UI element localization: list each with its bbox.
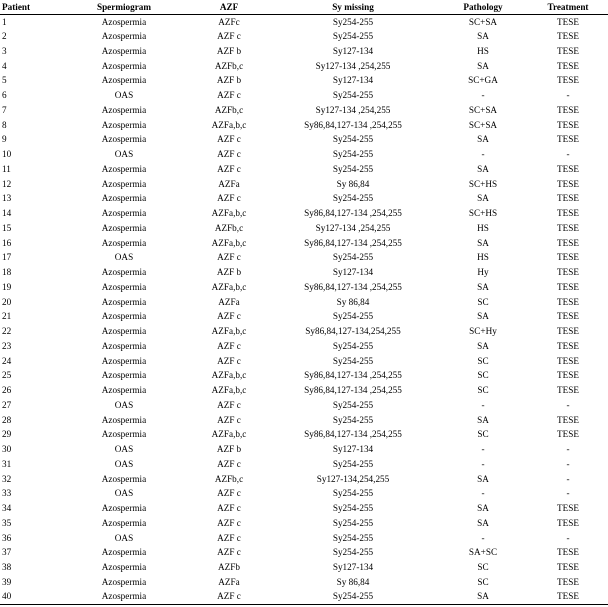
table-row [0,530,608,545]
sy-missing-cell: Sy86,84,127-134,254,255 [305,326,401,337]
patient-cell: 17 [2,252,12,263]
azf-cell: AZFc [218,16,240,27]
spermiogram-cell: Azospermia [101,16,147,27]
sy-missing-cell: Sy254-255 [332,163,374,174]
patient-cell: 24 [2,355,12,366]
pathology-cell: SC [477,576,489,587]
patient-cell: 25 [2,370,12,381]
treatment-cell: TESE [557,547,579,558]
spermiogram-cell: Azospermia [101,163,147,174]
patient-cell: 22 [2,326,12,337]
table-row [0,44,608,59]
pathology-cell: - [481,444,485,455]
header-sy-missing: Sy missing [268,0,438,14]
pathology-cell: SA [477,60,489,71]
sy-missing-cell: Sy254-255 [332,16,374,27]
treatment-cell: - [566,488,570,499]
treatment-cell: TESE [557,252,579,263]
sy-missing-cell: Sy 86,84 [336,576,370,587]
sy-missing-cell: Sy254-255 [332,149,374,160]
azf-cell: AZF b [216,444,242,455]
table-row [0,589,608,604]
header-azf: AZF [190,0,268,14]
patient-cell: 1 [2,16,7,27]
sy-missing-cell: Sy254-255 [332,252,374,263]
table-row [0,575,608,590]
treatment-cell: TESE [557,193,579,204]
treatment-cell: TESE [557,576,579,587]
pathology-cell: SA [477,163,489,174]
azf-cell: AZF c [217,193,241,204]
pathology-cell: - [481,532,485,543]
pathology-cell: SA [477,311,489,322]
sy-missing-cell: Sy86,84,127-134 ,254,255 [304,429,402,440]
treatment-cell: TESE [528,589,608,604]
pathology-cell: SC [477,562,489,573]
patient-cell: 40 [0,589,58,604]
pathology-cell: SA [438,589,528,604]
azf-cell: AZFb,c [214,222,244,233]
pathology-cell: - [481,488,485,499]
patient-cell: 14 [2,208,12,219]
table-row [0,162,608,177]
sy-missing-cell: Sy127-134 [332,444,374,455]
pathology-cell: - [481,458,485,469]
patient-cell: 15 [2,222,12,233]
treatment-cell: TESE [557,119,579,130]
treatment-cell: TESE [557,267,579,278]
patient-cell: 11 [2,163,11,174]
azf-cell: AZF b [216,267,242,278]
spermiogram-cell: Azospermia [101,222,147,233]
patient-cell: 39 [2,576,12,587]
patient-cell: 32 [2,473,12,484]
sy-missing-cell: Sy 86,84 [336,296,370,307]
pathology-cell: SA [477,340,489,351]
sy-missing-cell: Sy86,84,127-134 ,254,255 [304,237,402,248]
table-row [0,560,608,575]
patient-cell: 34 [2,503,12,514]
spermiogram-cell: Azospermia [101,134,147,145]
table-row [0,545,608,560]
sy-missing-cell: Sy254-255 [332,134,374,145]
spermiogram-cell: Azospermia [101,370,147,381]
treatment-cell: TESE [557,562,579,573]
patient-cell: 19 [2,281,12,292]
patient-cell: 27 [2,399,12,410]
pathology-cell: SC+SA [468,16,498,27]
pathology-cell: SC [477,296,489,307]
spermiogram-cell: Azospermia [101,60,147,71]
sy-missing-cell: Sy254-255 [332,503,374,514]
treatment-cell: - [566,458,570,469]
sy-missing-cell: Sy254-255 [332,532,374,543]
table-row [0,516,608,531]
sy-missing-cell: Sy127-134 ,254,255 [315,222,391,233]
spermiogram-cell: Azospermia [101,311,147,322]
treatment-cell: TESE [557,281,579,292]
azf-cell: AZFa,b,c [211,237,247,248]
sy-missing-cell: Sy86,84,127-134 ,254,255 [304,370,402,381]
spermiogram-cell: Azospermia [101,562,147,573]
sy-missing-cell: Sy254-255 [332,355,374,366]
azf-cell: AZF c [217,488,241,499]
azf-cell: AZF c [217,547,241,558]
patient-cell: 26 [2,385,12,396]
spermiogram-cell: OAS [114,488,134,499]
sy-missing-cell: Sy254-255 [332,31,374,42]
patient-cell: 16 [2,237,12,248]
sy-missing-cell: Sy127-134,254,255 [316,473,390,484]
spermiogram-cell: Azospermia [101,414,147,425]
treatment-cell: TESE [557,385,579,396]
treatment-cell: - [566,399,570,410]
table-row [0,176,608,191]
treatment-cell: TESE [557,517,579,528]
pathology-cell: SC+Hy [469,326,497,337]
azf-cell: AZF b [216,75,242,86]
table-row [0,206,608,221]
azf-cell: AZF b [216,45,242,56]
table-row [0,103,608,118]
spermiogram-cell: Azospermia [101,576,147,587]
table-row [0,501,608,516]
treatment-cell: TESE [557,222,579,233]
header-row [0,0,608,14]
azf-cell: AZF c [217,458,241,469]
treatment-cell: TESE [557,370,579,381]
pathology-cell: Hy [477,267,489,278]
table-row [0,235,608,250]
treatment-cell: TESE [557,503,579,514]
sy-missing-cell: Sy127-134 [332,75,374,86]
table-row [0,457,608,472]
sy-missing-cell: Sy254-255 [332,193,374,204]
table-row [0,14,608,29]
azf-cell: AZFa,b,c [211,370,247,381]
pathology-cell: SA [477,414,489,425]
treatment-cell: TESE [557,178,579,189]
sy-missing-cell: Sy254-255 [332,547,374,558]
sy-missing-cell: Sy86,84,127-134 ,254,255 [304,208,402,219]
azf-cell: AZFb,c [214,104,244,115]
patient-cell: 38 [2,562,12,573]
table-row [0,29,608,44]
table-row [0,309,608,324]
treatment-cell: TESE [557,296,579,307]
patient-cell: 4 [2,60,7,71]
patient-cell: 31 [2,458,12,469]
sy-missing-cell: Sy86,84,127-134 ,254,255 [304,281,402,292]
patient-cell: 18 [2,267,12,278]
pathology-cell: SA [477,237,489,248]
spermiogram-cell: OAS [114,532,134,543]
azf-cell: AZF c [217,31,241,42]
patient-cell: 9 [2,134,7,145]
azf-cell: AZF c [217,340,241,351]
sy-missing-cell: Sy254-255 [332,414,374,425]
patient-cell: 37 [2,547,12,558]
pathology-cell: SA [477,503,489,514]
spermiogram-cell: OAS [114,90,134,101]
table-row [0,412,608,427]
patient-cell: 13 [2,193,12,204]
azf-cell: AZF c [217,149,241,160]
treatment-cell: - [566,90,570,101]
table-row [0,280,608,295]
table-row [0,250,608,265]
patient-cell: 20 [2,296,12,307]
table-row [0,383,608,398]
spermiogram-cell: Azospermia [101,517,147,528]
table-row [0,117,608,132]
treatment-cell: TESE [557,16,579,27]
sy-missing-cell: Sy127-134 [332,562,374,573]
table-row [0,368,608,383]
azf-cell: AZF c [217,503,241,514]
sy-missing-cell: Sy254-255 [332,311,374,322]
treatment-cell: TESE [557,340,579,351]
pathology-cell: SC [477,385,489,396]
patient-cell: 21 [2,311,12,322]
table-row [0,486,608,501]
pathology-cell: SA [477,134,489,145]
spermiogram-cell: Azospermia [101,326,147,337]
azf-cell: AZFa,b,c [211,326,247,337]
azf-cell: AZF c [217,134,241,145]
pathology-cell: SA [477,31,489,42]
sy-missing-cell: Sy254-255 [332,90,374,101]
pathology-cell: SA [477,281,489,292]
sy-missing-cell: Sy254-255 [332,458,374,469]
spermiogram-cell: Azospermia [101,119,147,130]
sy-missing-cell: Sy127-134 ,254,255 [315,104,391,115]
patient-cell: 23 [2,340,12,351]
sy-missing-cell: Sy254-255 [268,589,438,604]
sy-missing-cell: Sy86,84,127-134 ,254,255 [304,119,402,130]
pathology-cell: - [481,90,485,101]
patient-cell: 33 [2,488,12,499]
pathology-cell: SC+SA [468,104,498,115]
spermiogram-cell: OAS [114,399,134,410]
treatment-cell: TESE [557,134,579,145]
table-body [0,14,608,604]
pathology-cell: HS [477,252,489,263]
pathology-cell: SC [477,355,489,366]
pathology-cell: SC [477,429,489,440]
treatment-cell: TESE [557,414,579,425]
patient-cell: 29 [2,429,12,440]
azf-cell: AZF c [217,517,241,528]
patient-cell: 3 [2,45,7,56]
sy-missing-cell: Sy86,84,127-134 ,254,255 [304,385,402,396]
pathology-cell: SC+GA [468,75,498,86]
spermiogram-cell: OAS [114,458,134,469]
table-row [0,88,608,103]
pathology-cell: SC+SA [468,119,498,130]
spermiogram-cell: Azospermia [101,473,147,484]
treatment-cell: - [566,532,570,543]
pathology-cell: - [481,399,485,410]
pathology-cell: HS [477,222,489,233]
spermiogram-cell: Azospermia [58,589,190,604]
pathology-cell: SC+HS [468,178,498,189]
azf-cell: AZF c [217,252,241,263]
patient-cell: 6 [2,90,7,101]
patient-cell: 8 [2,119,7,130]
treatment-cell: TESE [557,429,579,440]
table-row [0,353,608,368]
azf-cell: AZF c [217,163,241,174]
spermiogram-cell: Azospermia [101,31,147,42]
spermiogram-cell: Azospermia [101,193,147,204]
spermiogram-cell: Azospermia [101,296,147,307]
azf-cell: AZF c [217,532,241,543]
azf-cell: AZFa,b,c [211,429,247,440]
patient-cell: 35 [2,517,12,528]
spermiogram-cell: Azospermia [101,45,147,56]
treatment-cell: TESE [557,326,579,337]
patient-cell: 12 [2,178,12,189]
patient-cell: 28 [2,414,12,425]
sy-missing-cell: Sy254-255 [332,488,374,499]
spermiogram-cell: OAS [114,149,134,160]
spermiogram-cell: Azospermia [101,385,147,396]
patient-cell: 5 [2,75,7,86]
header-spermiogram: Spermiogram [58,0,190,14]
table-row [0,132,608,147]
sy-missing-cell: Sy127-134 [332,45,374,56]
treatment-cell: - [566,444,570,455]
azf-cell: AZF c [190,589,268,604]
pathology-cell: HS [477,45,489,56]
treatment-cell: TESE [557,237,579,248]
table-row [0,294,608,309]
spermiogram-cell: Azospermia [101,75,147,86]
azf-cell: AZFb,c [214,473,244,484]
spermiogram-cell: Azospermia [101,208,147,219]
spermiogram-cell: Azospermia [101,104,147,115]
spermiogram-cell: Azospermia [101,281,147,292]
table-row [0,191,608,206]
treatment-cell: TESE [557,104,579,115]
sy-missing-cell: Sy127-134 ,254,255 [315,60,391,71]
sy-missing-cell: Sy254-255 [332,340,374,351]
table-row [0,398,608,413]
azf-cell: AZFb [218,562,240,573]
treatment-cell: TESE [557,75,579,86]
azf-cell: AZFa,b,c [211,281,247,292]
spermiogram-cell: Azospermia [101,178,147,189]
treatment-cell: TESE [557,311,579,322]
header-patient: Patient [0,0,58,14]
azf-cell: AZFa,b,c [211,385,247,396]
patient-cell: 30 [2,444,12,455]
table-row [0,324,608,339]
spermiogram-cell: OAS [114,444,134,455]
patient-cell: 2 [2,31,7,42]
spermiogram-cell: OAS [114,252,134,263]
spermiogram-cell: Azospermia [101,547,147,558]
treatment-cell: TESE [557,45,579,56]
pathology-cell: SC [477,370,489,381]
table-row [0,427,608,442]
azf-cell: AZFa,b,c [211,119,247,130]
patient-cell: 7 [2,104,7,115]
table-row [0,73,608,88]
table-row [0,339,608,354]
sy-missing-cell: Sy254-255 [332,517,374,528]
sy-missing-cell: Sy 86,84 [336,178,370,189]
spermiogram-cell: Azospermia [101,355,147,366]
table-row [0,265,608,280]
treatment-cell: TESE [557,163,579,174]
pathology-cell: - [481,149,485,160]
spermiogram-cell: Azospermia [101,429,147,440]
azf-cell: AZF c [217,399,241,410]
sy-missing-cell: Sy127-134 [332,267,374,278]
azf-cell: AZF c [217,414,241,425]
treatment-cell: TESE [557,208,579,219]
spermiogram-cell: Azospermia [101,340,147,351]
pathology-cell: SC+HS [468,208,498,219]
treatment-cell: TESE [557,355,579,366]
table-row [0,147,608,162]
pathology-cell: SA [477,193,489,204]
header-treatment: Treatment [528,0,608,14]
patient-cell: 36 [2,532,12,543]
table-header [0,0,608,14]
pathology-cell: SA+SC [468,547,498,558]
azf-cell: AZFa [218,576,240,587]
spermiogram-cell: Azospermia [101,237,147,248]
azf-cell: AZFa [218,296,240,307]
spermiogram-cell: Azospermia [101,503,147,514]
sy-missing-cell: Sy254-255 [332,399,374,410]
table-row [0,471,608,486]
pathology-cell: SA [477,473,489,484]
header-pathology: Pathology [438,0,528,14]
treatment-cell: - [566,149,570,160]
patient-cell: 10 [2,149,12,160]
treatment-cell: - [566,473,570,484]
azf-cell: AZFa [218,178,240,189]
azf-cell: AZFb,c [214,60,244,71]
azf-cell: AZFa,b,c [211,208,247,219]
treatment-cell: TESE [557,31,579,42]
azf-cell: AZF c [217,355,241,366]
table-row [0,221,608,236]
treatment-cell: TESE [557,60,579,71]
azf-cell: AZF c [217,90,241,101]
table-row [0,442,608,457]
azf-cell: AZF c [217,311,241,322]
table-row [0,58,608,73]
pathology-cell: SA [477,517,489,528]
spermiogram-cell: Azospermia [101,267,147,278]
